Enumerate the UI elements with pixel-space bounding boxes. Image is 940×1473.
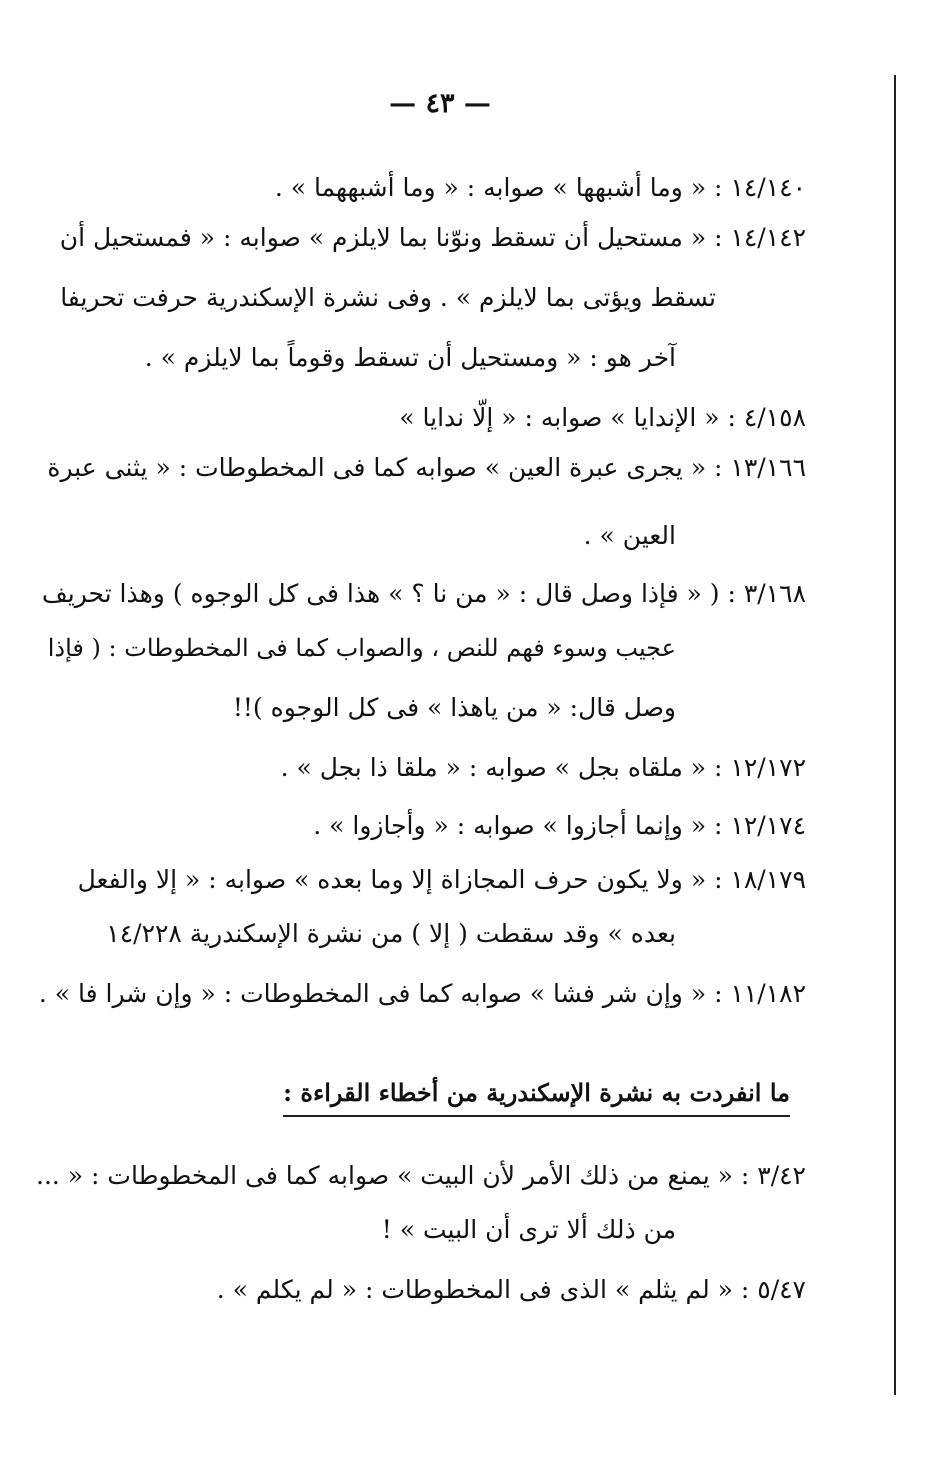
entry-line: ١٢/١٧٤ : « وإنما أجازوا » صوابه : « وأجازوا » . <box>313 811 806 840</box>
page-number: — ٤٣ — <box>389 88 491 119</box>
section-heading: ما انفردت به نشرة الإسكندرية من أخطاء القراءة : <box>283 1078 790 1117</box>
margin-rule <box>894 75 896 1395</box>
entry-line: ٣/٤٢ : « يمنع من ذلك الأمر لأن البيت » صوابه كما فى المخطوطات : « ... <box>36 1161 806 1190</box>
entry-line: ٤/١٥٨ : « الإندايا » صوابه : « إلّا ندايا » <box>399 403 806 432</box>
entry-line: آخر هو : « ومستحيل أن تسقط وقوماً بما لايلزم » . <box>144 343 676 372</box>
entry-line: ٣/١٦٨ : ( « فإذا وصل قال : « من نا ؟ » هذا فى كل الوجوه ) وهذا تحريف <box>41 579 806 608</box>
entry-line: ١٨/١٧٩ : « ولا يكون حرف المجازاة إلا وما بعده » صوابه : « إلا والفعل <box>77 865 806 894</box>
entry-line: ٥/٤٧ : « لم يثلم » الذى فى المخطوطات : « لم يكلم » . <box>216 1275 806 1304</box>
entry-line: العين » . <box>583 521 676 550</box>
entry-line: من ذلك ألا ترى أن البيت » ! <box>381 1215 676 1244</box>
entry-line: عجيب وسوء فهم للنص ، والصواب كما فى المخطوطات : ( فإذا <box>47 634 676 662</box>
entry-line: ١٢/١٧٢ : « ملقاه بجل » صوابه : « ملقا ذا بجل » . <box>280 753 806 782</box>
entry-line: تسقط ويؤتى بما لايلزم » . وفى نشرة الإسكندرية حرفت تحريفا <box>60 283 716 312</box>
entry-line: بعده » وقد سقطت ( إلا ) من نشرة الإسكندرية ١٤/٢٢٨ <box>106 919 676 948</box>
entry-line: ١٤/١٤٠ : « وما أشبهها » صوابه : « وما أشبههما » . <box>274 173 806 202</box>
entry-line: ١٣/١٦٦ : « يجرى عبرة العين » صوابه كما فى المخطوطات : « يثنى عبرة <box>47 453 806 482</box>
entry-line: ١٤/١٤٢ : « مستحيل أن تسقط ونوّنا بما لايلزم » صوابه : « فمستحيل أن <box>59 223 806 252</box>
entry-line: ١١/١٨٢ : « وإن شر فشا » صوابه كما فى المخطوطات : « وإن شرا فا » . <box>38 979 806 1008</box>
entry-line: وصل قال: « من ياهذا » فى كل الوجوه )!! <box>232 693 676 722</box>
